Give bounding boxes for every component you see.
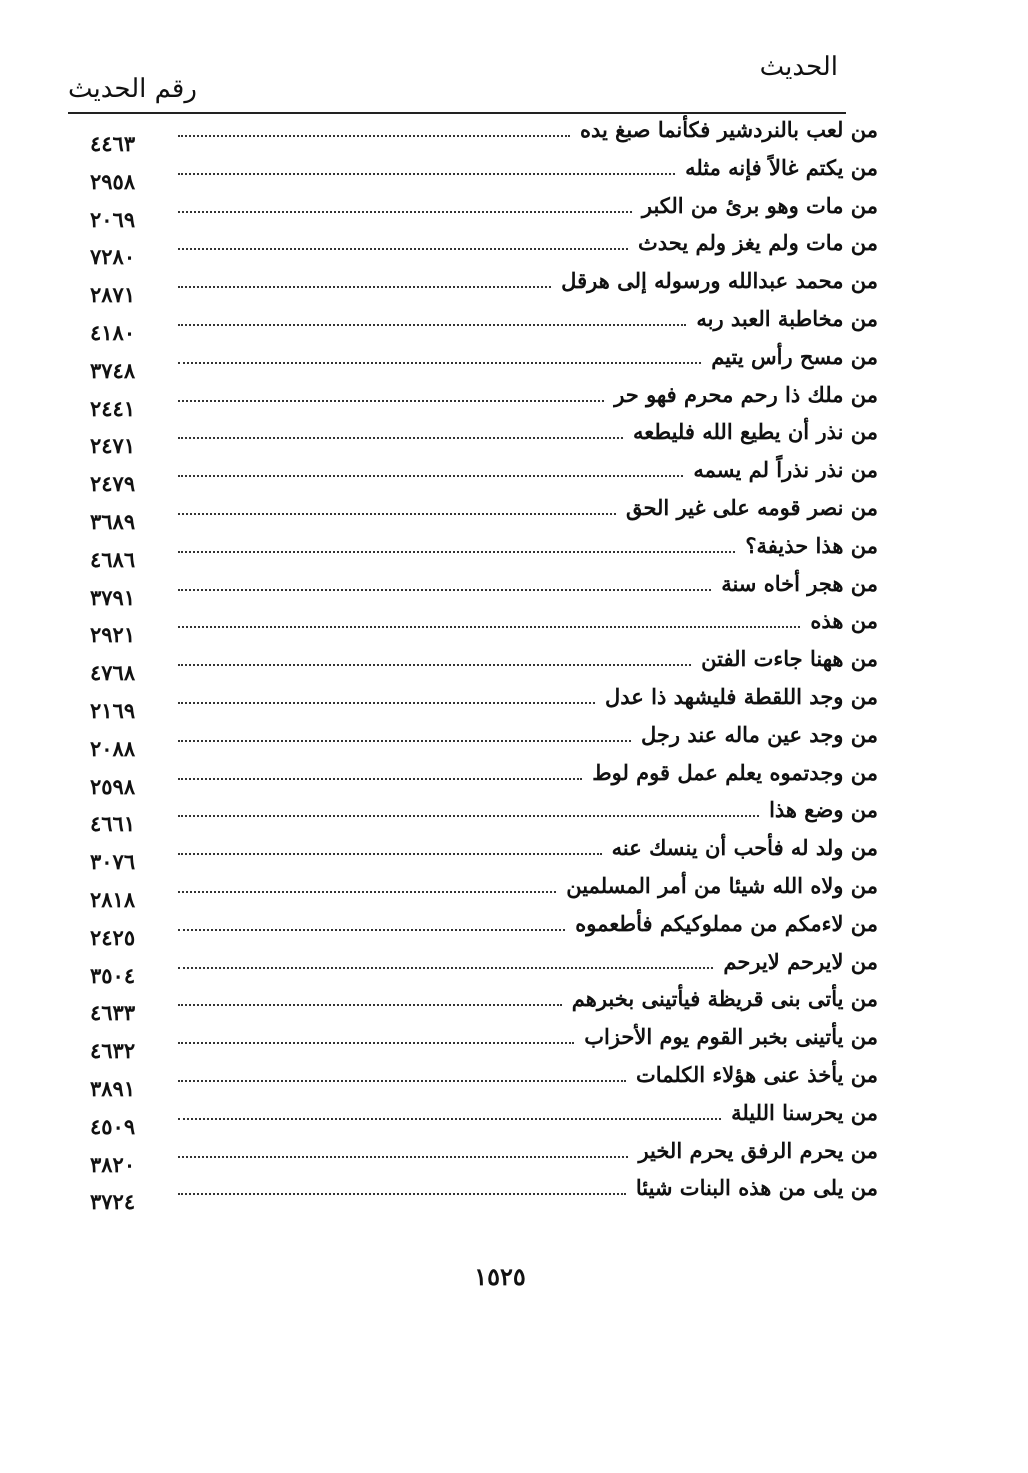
index-entry (90, 307, 878, 345)
dot-leader (178, 400, 604, 402)
hadith-number: ٢٨١٨ (90, 887, 136, 912)
dot-leader (178, 815, 759, 817)
index-entry (90, 420, 878, 458)
hadith-text: من محمد عبدالله ورسوله إلى هرقل (557, 269, 878, 293)
dot-leader (178, 967, 713, 969)
hadith-number: ٣٨٩١ (90, 1076, 136, 1101)
index-entry (90, 1025, 878, 1063)
hadith-number: ٢٠٦٩ (90, 206, 136, 232)
index-entry (90, 269, 878, 307)
hadith-number: ٤٤٦٣ (90, 131, 136, 156)
hadith-text: من مخاطبة العبد ربه (692, 307, 878, 331)
hadith-number: ٢٤٤١ (90, 395, 136, 421)
hadith-text: من نذر أن يطيع الله فليطعه (629, 420, 878, 444)
index-entry (90, 1139, 878, 1177)
hadith-number: ٣٠٧٦ (90, 849, 136, 875)
dot-leader (178, 1156, 628, 1158)
index-entry (90, 194, 878, 232)
dot-leader (178, 740, 631, 742)
hadith-text: من هجر أخاه سنة (717, 572, 878, 596)
hadith-number: ٤٦٨٦ (90, 546, 136, 572)
hadith-text: من وضع هذا (765, 798, 878, 822)
hadith-text: من نذر نذراً لم يسمه (689, 458, 878, 482)
hadith-number: ٤٦٦١ (90, 811, 136, 837)
index-entry (90, 534, 878, 572)
dot-leader (178, 1080, 626, 1082)
hadith-text: من لاءمكم من مملوكيكم فأطعموه (571, 912, 878, 936)
hadith-number: ٧٢٨٠ (90, 244, 136, 270)
dot-leader (178, 324, 686, 326)
index-entry (90, 1063, 878, 1101)
index-entry (90, 458, 878, 496)
dot-leader (178, 589, 711, 591)
hadith-number: ٣٧٢٤ (90, 1189, 136, 1215)
dot-leader (178, 1004, 562, 1006)
index-entry (90, 874, 878, 912)
hadith-number: ٣٨٢٠ (90, 1151, 136, 1177)
number-column-heading: رقم الحديث (68, 74, 197, 104)
index-entry (90, 572, 878, 610)
hadith-number: ٤٦٣٣ (90, 1000, 136, 1026)
index-entry (90, 383, 878, 421)
dot-leader (178, 211, 632, 213)
hadith-text: من مات ولم يغز ولم يحدث (634, 231, 878, 255)
dot-leader (178, 286, 551, 288)
hadith-text: من يأتينى بخبر القوم يوم الأحزاب (580, 1025, 878, 1049)
dot-leader (178, 626, 800, 628)
hadith-text: من وجدتموه يعلم عمل قوم لوط (588, 761, 878, 785)
index-entry (90, 836, 878, 874)
index-entry (90, 950, 878, 988)
index-entry (90, 647, 878, 685)
hadith-text: من يحرسنا الليلة (727, 1101, 878, 1125)
hadith-number: ٣٧٩١ (90, 584, 136, 610)
index-entry (90, 723, 878, 761)
dot-leader (178, 475, 683, 477)
dot-leader (178, 1042, 574, 1044)
hadith-number: ٢٩٢١ (90, 622, 136, 648)
dot-leader (178, 513, 616, 515)
index-entry (90, 912, 878, 950)
hadith-text: من ههنا جاءت الفتن (697, 647, 878, 671)
dot-leader (178, 173, 675, 175)
hadith-text: من يأخذ عنى هؤلاء الكلمات (632, 1063, 878, 1087)
hadith-text: من لعب بالنردشير فكأنما صبغ يده (576, 118, 878, 142)
hadith-text: من لايرحم لايرحم (719, 950, 878, 974)
hadith-number: ٤٥٠٩ (90, 1113, 136, 1139)
index-entry (90, 156, 878, 194)
dot-leader (178, 135, 570, 137)
dot-leader (178, 891, 556, 893)
hadith-text: من يحرم الرفق يحرم الخير (634, 1139, 878, 1163)
hadith-text: من مسح رأس يتيم (707, 345, 878, 369)
hadith-text: من مات وهو برئ من الكبر (638, 194, 878, 218)
hadith-text: من نصر قومه على غير الحق (622, 496, 878, 520)
hadith-text: من ولاه الله شيئا من أمر المسلمين (562, 874, 878, 898)
hadith-text: من هذا حذيفة؟ (741, 534, 878, 558)
dot-leader (178, 362, 701, 364)
index-entry (90, 987, 878, 1025)
dot-leader (178, 248, 628, 250)
hadith-number: ٣٥٠٤ (90, 962, 136, 988)
hadith-text: من ملك ذا رحم محرم فهو حر (610, 383, 878, 407)
hadith-text: من هذه (806, 609, 878, 633)
hadith-number: ٣٧٤٨ (90, 357, 136, 383)
hadith-number: ٢٠٨٨ (90, 735, 136, 761)
hadith-text: من يلى من هذه البنات شيئا (632, 1176, 878, 1200)
index-entry (90, 345, 878, 383)
index-entry (90, 231, 878, 269)
hadith-text: من وجد اللقطة فليشهد ذا عدل (601, 685, 878, 709)
index-entry (90, 685, 878, 723)
dot-leader (178, 853, 602, 855)
dot-leader (178, 1118, 721, 1120)
dot-leader (178, 437, 623, 439)
hadith-number: ٢٥٩٨ (90, 773, 136, 799)
dot-leader (178, 778, 582, 780)
hadith-number: ٤٧٦٨ (90, 660, 136, 686)
page-number: ١٥٢٥ (474, 1262, 526, 1291)
index-entry (90, 496, 878, 534)
hadith-number: ٢٨٧١ (90, 282, 136, 308)
index-entry (90, 761, 878, 799)
hadith-number: ٤٦٣٢ (90, 1038, 136, 1064)
hadith-number: ٢٤٢٥ (90, 924, 136, 950)
index-entry (90, 609, 878, 647)
hadith-column-heading: الحديث (759, 52, 838, 82)
index-entry (90, 798, 878, 836)
hadith-number: ٣٦٨٩ (90, 509, 136, 534)
hadith-number: ٢١٦٩ (90, 698, 136, 723)
dot-leader (178, 664, 691, 666)
hadith-number: ٢٤٧٩ (90, 471, 136, 497)
hadith-index-list (90, 118, 878, 1228)
hadith-text: من وجد عين ماله عند رجل (637, 723, 878, 747)
hadith-text: من يكتم غالاً فإنه مثله (681, 156, 878, 180)
dot-leader (178, 702, 595, 704)
hadith-number: ٢٩٥٨ (90, 168, 136, 194)
hadith-number: ٤١٨٠ (90, 320, 136, 345)
dot-leader (178, 551, 735, 553)
index-entry (90, 118, 878, 156)
index-entry (90, 1176, 878, 1214)
dot-leader (178, 1193, 626, 1195)
hadith-text: من ولد له فأحب أن ينسك عنه (608, 836, 878, 860)
header-rule (68, 112, 846, 114)
hadith-text: من يأتى بنى قريظة فيأتينى بخبرهم (568, 987, 878, 1011)
index-entry (90, 1101, 878, 1139)
hadith-number: ٢٤٧١ (90, 433, 136, 459)
dot-leader (178, 929, 565, 931)
